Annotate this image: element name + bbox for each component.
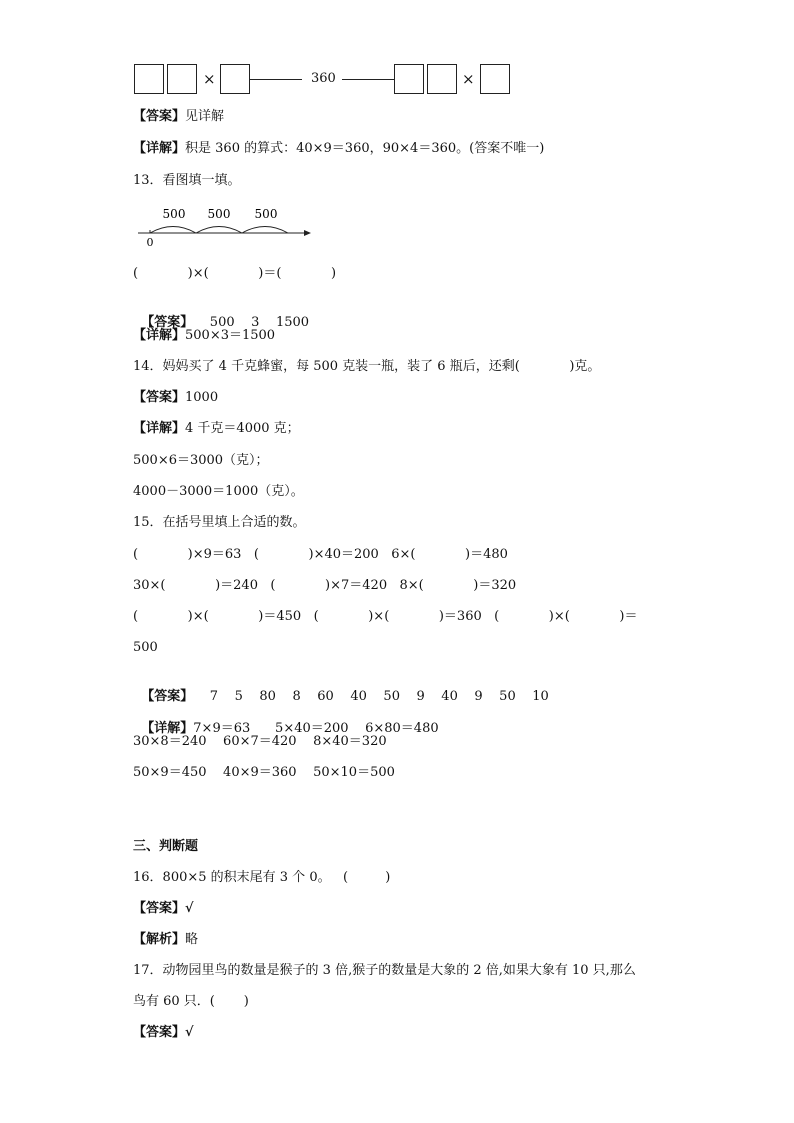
q12-detail <box>133 140 544 158</box>
detail-tag: 【详解】 <box>133 328 186 343</box>
jump-label: 500 <box>254 207 278 221</box>
times-sign: × <box>203 70 216 88</box>
answer-box[interactable] <box>394 64 424 94</box>
q17-stem-cont: 鸟有 60 只．( ) <box>133 994 249 1009</box>
axis-arrow-icon <box>304 230 311 236</box>
answer-text: 1000 <box>185 390 219 405</box>
answer-box[interactable] <box>480 64 510 94</box>
answer-tag: 【答案】 <box>133 390 186 405</box>
jump-label: 500 <box>162 207 186 221</box>
jump-label: 500 <box>207 207 231 221</box>
q13-blanks: ( )×( )＝( ) <box>133 266 337 281</box>
jump-arc <box>150 227 196 234</box>
answer-text: 7 5 80 8 60 40 50 9 40 9 50 10 <box>193 689 549 704</box>
q14-detail-line: 500×6＝3000（克）； <box>133 453 269 468</box>
q14-detail <box>133 420 300 438</box>
origin-label: 0 <box>146 236 154 248</box>
connector-line <box>342 79 394 80</box>
detail-text: 4 千克＝4000 克； <box>185 421 300 436</box>
answer-tag: 【答案】 <box>133 109 186 124</box>
jump-arc <box>242 227 288 234</box>
q13-detail <box>133 327 275 345</box>
connector-line <box>250 79 302 80</box>
q14-detail-line: 4000－3000＝1000（克）。 <box>133 484 304 499</box>
q15-blank-line: 500 <box>133 640 158 655</box>
target-value: 360 <box>311 71 336 86</box>
answer-tag: 【答案】 <box>133 1025 186 1040</box>
answer-tag: 【答案】 <box>133 901 186 916</box>
q15-blank-line: ( )×9＝63 ( )×40＝200 6×( )＝480 <box>133 547 508 562</box>
detail-text: 积是 360 的算式：40×9＝360，90×4＝360。(答案不唯一) <box>185 141 545 156</box>
answer-text: √ <box>185 901 194 916</box>
analysis-text: 略 <box>185 932 199 947</box>
q17-stem: 17．动物园里鸟的数量是猴子的 3 倍,猴子的数量是大象的 2 倍,如果大象有 10 只,那么 <box>133 963 636 978</box>
q12-answer <box>133 108 224 126</box>
detail-tag: 【详解】 <box>133 141 186 156</box>
answer-box[interactable] <box>167 64 197 94</box>
answer-text: √ <box>185 1025 194 1040</box>
jump-arc <box>196 227 242 234</box>
detail-text: 500×3＝1500 <box>185 328 276 343</box>
answer-text: 500 3 1500 <box>193 315 310 330</box>
answer-tag: 【答案】 <box>141 689 194 704</box>
q15-detail-line: 30×8＝240 60×7＝420 8×40＝320 <box>133 734 387 749</box>
q15-blank-line: ( )×( )＝450 ( )×( )＝360 ( )×( )＝ <box>133 609 638 624</box>
answer-box[interactable] <box>220 64 250 94</box>
q13-stem: 13．看图填一填。 <box>133 173 241 188</box>
section-title: 三、判断题 <box>133 839 199 854</box>
answer-box[interactable] <box>134 64 164 94</box>
q16-stem: 16．800×5 的积末尾有 3 个 0。 ( ) <box>133 870 391 885</box>
answer-text: 见详解 <box>185 109 225 124</box>
q15-detail-line: 50×9＝450 40×9＝360 50×10＝500 <box>133 765 395 780</box>
detail-tag: 【详解】 <box>133 421 186 436</box>
q16-analysis <box>133 931 198 949</box>
q16-answer <box>133 900 194 918</box>
answer-box[interactable] <box>427 64 457 94</box>
answer-tag: 【答案】 <box>141 315 194 330</box>
detail-tag: 【详解】 <box>141 721 194 736</box>
q14-answer <box>133 389 218 407</box>
times-sign: × <box>462 70 475 88</box>
q15-stem: 15．在括号里填上合适的数。 <box>133 515 306 530</box>
q14-stem: 14．妈妈买了 4 千克蜂蜜，每 500 克装一瓶，装了 6 瓶后，还剩( )克。 <box>133 359 601 374</box>
q17-answer <box>133 1024 194 1042</box>
detail-text: 7×9＝63 5×40＝200 6×80＝480 <box>193 721 439 736</box>
q15-blank-line: 30×( )＝240 ( )×7＝420 8×( )＝320 <box>133 578 517 593</box>
number-line-diagram <box>136 204 316 248</box>
q15-answer <box>133 670 549 706</box>
analysis-tag: 【解析】 <box>133 932 186 947</box>
